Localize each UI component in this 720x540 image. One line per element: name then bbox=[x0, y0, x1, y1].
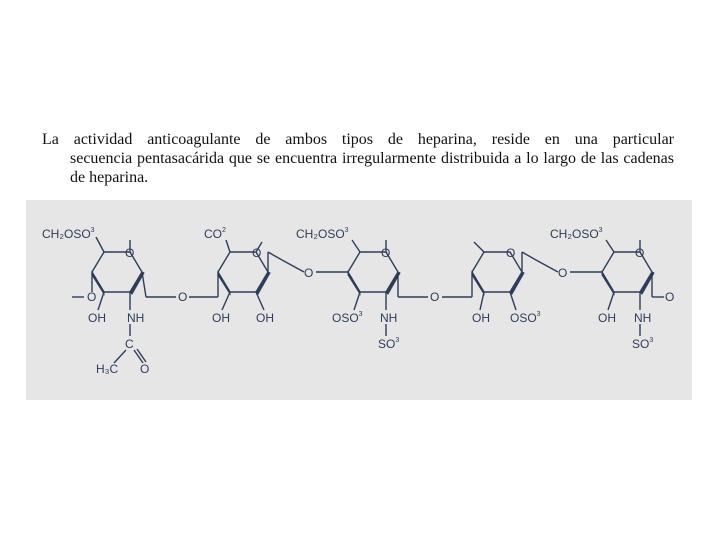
heparin-pentasaccharide-structure bbox=[26, 200, 692, 400]
ring3-oso3-label: OSO$^3$ bbox=[332, 311, 363, 325]
description-paragraph bbox=[42, 130, 674, 187]
ring3-oxygen: O bbox=[381, 246, 391, 260]
ring5-nh: NH bbox=[634, 311, 652, 325]
ring5-ch2oso3-label: CH₂OSO$^3$ bbox=[550, 227, 603, 241]
ring5-oxygen: O bbox=[635, 246, 645, 260]
ring2-co2-label: $CO^2$ bbox=[204, 227, 226, 241]
paragraph-line-1: La actividad anticoagulante de ambos tipos de heparina, reside en una particular bbox=[42, 131, 674, 148]
glycosidic-oxygen-2: O bbox=[304, 266, 314, 280]
glycosidic-oxygen-4: O bbox=[558, 266, 568, 280]
ring5-oh: OH bbox=[598, 311, 616, 325]
ring1-ch2oso3-label: CH₂OSO$^3$ bbox=[42, 227, 95, 241]
structure-svg bbox=[26, 200, 692, 400]
ring4-oso3-label: OSO$^3$ bbox=[510, 311, 541, 325]
ring1-oxygen: O bbox=[125, 246, 135, 260]
ring1-h3c: H₃C bbox=[96, 362, 119, 376]
ring1-nh: NH bbox=[127, 311, 145, 325]
ring1-oh: OH bbox=[88, 311, 106, 325]
ring2-oh-2: OH bbox=[256, 311, 274, 325]
ring2-oxygen: O bbox=[252, 246, 262, 260]
ring5-terminal-oxygen: O bbox=[665, 290, 675, 304]
paragraph-continuation: secuencia pentasacárida que se encuentra irregularmente distribuida a lo largo de las cadenas de heparina. bbox=[70, 150, 674, 186]
glycosidic-oxygen-1: O bbox=[178, 290, 188, 304]
ring3-nh: NH bbox=[380, 311, 398, 325]
glycosidic-oxygen-3: O bbox=[430, 290, 440, 304]
ring1-left-oxygen: O bbox=[87, 290, 97, 304]
ring5-so3-label: $SO^3$ bbox=[632, 337, 654, 351]
ring3-ch2oso3-label: CH₂OSO$^3$ bbox=[296, 227, 349, 241]
ring4-oh: OH bbox=[472, 311, 490, 325]
ring1-carbonyl-c: C bbox=[125, 337, 134, 351]
ring2-oh-1: OH bbox=[212, 311, 230, 325]
ring3-so3-label: $SO^3$ bbox=[378, 337, 400, 351]
ring4-oxygen: O bbox=[506, 246, 516, 260]
ring1-carbonyl-o: O bbox=[140, 362, 150, 376]
